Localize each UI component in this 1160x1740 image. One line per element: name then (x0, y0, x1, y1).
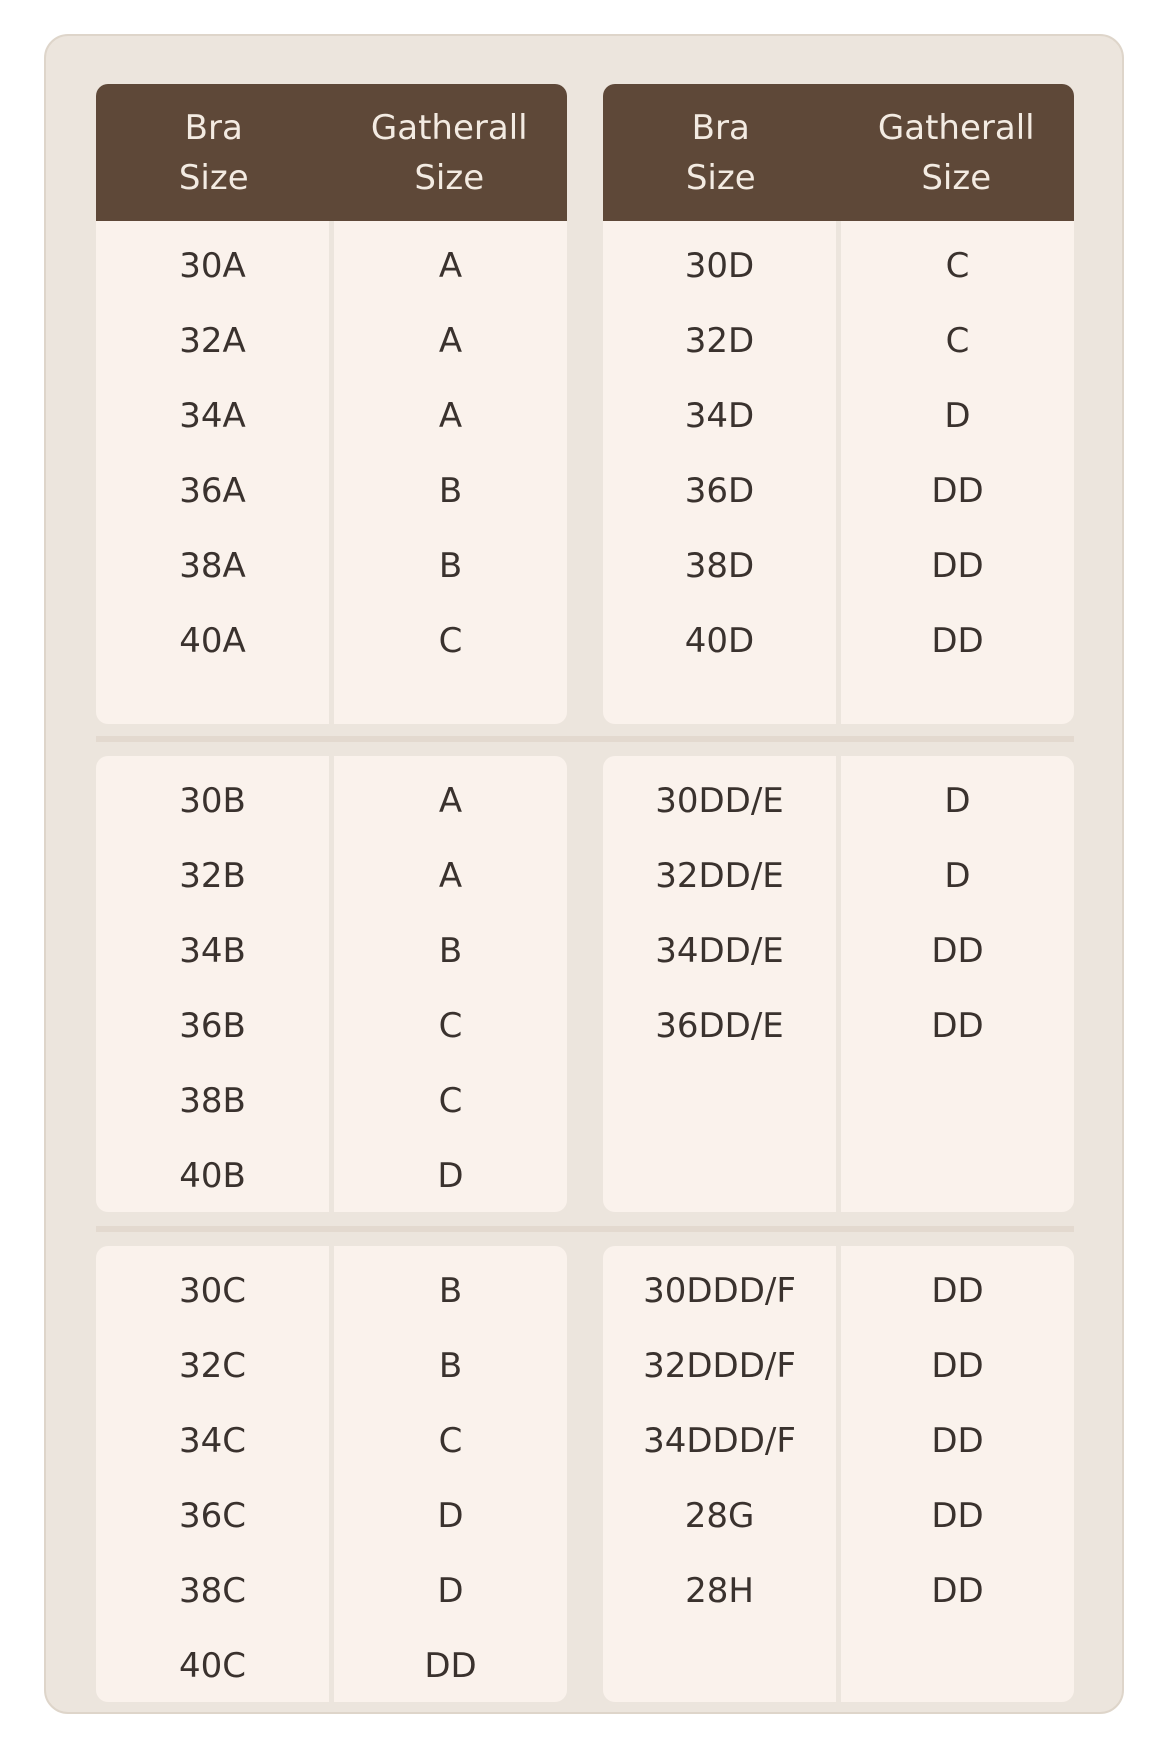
gatherall-size-column (841, 1246, 1074, 1702)
bra-size-cell: 34D (684, 396, 755, 436)
bra-size-cell: 40C (178, 1646, 246, 1686)
bra-size-cell: 36DD/E (655, 1006, 784, 1046)
gatherall-size-cell: A (438, 321, 463, 361)
bra-size-cell: 36B (179, 1006, 246, 1046)
gatherall-size-column (334, 756, 567, 1212)
gatherall-size-cell: C (438, 1081, 463, 1121)
bra-size-cell: 30D (684, 246, 755, 286)
size-panel-right-2 (603, 756, 1074, 1212)
gatherall-size-cell: DD (931, 1346, 984, 1386)
table-body (96, 756, 567, 1212)
gatherall-size-cell: C (945, 321, 970, 361)
bra-size-cell: 34C (178, 1421, 246, 1461)
gatherall-size-cell: D (437, 1571, 464, 1611)
size-panel-right-3 (603, 1246, 1074, 1702)
bra-size-header (603, 84, 839, 221)
bra-size-header (96, 84, 332, 221)
bra-size-cell: 28H (685, 1571, 754, 1611)
bra-size-column (603, 1246, 836, 1702)
bra-size-cell: 38D (684, 546, 755, 586)
gatherall-size-cell: D (437, 1496, 464, 1536)
bra-size-cell: 32DDD/F (643, 1346, 796, 1386)
bra-size-column (96, 1246, 329, 1702)
bra-size-cell: 36C (178, 1496, 246, 1536)
bra-size-column (96, 221, 329, 724)
bra-size-cell: 34DDD/F (643, 1421, 796, 1461)
gatherall-size-cell: A (438, 246, 463, 286)
bra-size-cell: 30A (179, 246, 246, 286)
gatherall-size-cell: D (437, 1156, 464, 1196)
bra-size-cell: 30B (179, 781, 246, 821)
bra-size-header-label: Bra Size (685, 107, 756, 198)
column-divider (576, 736, 582, 742)
gatherall-size-header-label: Gatherall Size (877, 107, 1035, 198)
gatherall-size-cell: A (438, 781, 463, 821)
table-body (603, 756, 1074, 1212)
gatherall-size-cell: D (944, 781, 971, 821)
row-divider (96, 1226, 1074, 1232)
gatherall-size-cell: C (438, 1421, 463, 1461)
gatherall-size-cell: B (438, 931, 463, 971)
gatherall-size-header (839, 84, 1075, 221)
bra-size-cell: 38A (179, 546, 246, 586)
gatherall-size-cell: DD (931, 1421, 984, 1461)
table-header-left (96, 84, 567, 221)
gatherall-size-cell: B (438, 1271, 463, 1311)
gatherall-size-cell: DD (931, 1571, 984, 1611)
size-panel-left-3 (96, 1246, 567, 1702)
table-header-right (603, 84, 1074, 221)
bra-size-column (96, 756, 329, 1212)
gatherall-size-cell: DD (424, 1646, 477, 1686)
gatherall-size-cell: B (438, 546, 463, 586)
size-chart-card (44, 34, 1124, 1714)
bra-size-cell: 28G (684, 1496, 755, 1536)
bra-size-header-label: Bra Size (178, 107, 249, 198)
gatherall-size-column (334, 1246, 567, 1702)
table-body (603, 221, 1074, 724)
row-divider (96, 736, 1074, 742)
bra-size-cell: 32DD/E (655, 856, 784, 896)
gatherall-size-cell: C (438, 1006, 463, 1046)
gatherall-size-cell: DD (931, 546, 984, 586)
gatherall-size-cell: DD (931, 471, 984, 511)
bra-size-cell: 30DD/E (655, 781, 784, 821)
bra-size-column (603, 221, 836, 724)
gatherall-size-header-label: Gatherall Size (370, 107, 528, 198)
bra-size-cell: 40B (179, 1156, 246, 1196)
bra-size-cell: 36D (684, 471, 755, 511)
gatherall-size-column (334, 221, 567, 724)
bra-size-cell: 32A (179, 321, 246, 361)
gatherall-size-cell: DD (931, 931, 984, 971)
size-panel-left-2 (96, 756, 567, 1212)
gatherall-size-cell: B (438, 1346, 463, 1386)
gatherall-size-column (841, 221, 1074, 724)
bra-size-cell: 32C (178, 1346, 246, 1386)
bra-size-cell: 34A (179, 396, 246, 436)
bra-size-cell: 40D (684, 621, 755, 661)
bra-size-cell: 32B (179, 856, 246, 896)
gatherall-size-header (332, 84, 568, 221)
table-body (96, 1246, 567, 1702)
gatherall-size-cell: A (438, 396, 463, 436)
gatherall-size-cell: A (438, 856, 463, 896)
bra-size-cell: 40A (179, 621, 246, 661)
bra-size-cell: 38C (178, 1571, 246, 1611)
bra-size-cell: 38B (179, 1081, 246, 1121)
size-panel-left-1 (96, 84, 567, 724)
gatherall-size-cell: DD (931, 1006, 984, 1046)
gatherall-size-cell: D (944, 396, 971, 436)
bra-size-column (603, 756, 836, 1212)
bra-size-cell: 30DDD/F (643, 1271, 796, 1311)
bra-size-cell: 34DD/E (655, 931, 784, 971)
gatherall-size-cell: D (944, 856, 971, 896)
gatherall-size-column (841, 756, 1074, 1212)
bra-size-cell: 32D (684, 321, 755, 361)
table-body (96, 221, 567, 724)
size-panel-right-1 (603, 84, 1074, 724)
bra-size-cell: 30C (178, 1271, 246, 1311)
gatherall-size-cell: DD (931, 1496, 984, 1536)
gatherall-size-cell: C (438, 621, 463, 661)
gatherall-size-cell: DD (931, 1271, 984, 1311)
bra-size-cell: 36A (179, 471, 246, 511)
gatherall-size-cell: B (438, 471, 463, 511)
gatherall-size-cell: C (945, 246, 970, 286)
gatherall-size-cell: DD (931, 621, 984, 661)
table-body (603, 1246, 1074, 1702)
bra-size-cell: 34B (179, 931, 246, 971)
